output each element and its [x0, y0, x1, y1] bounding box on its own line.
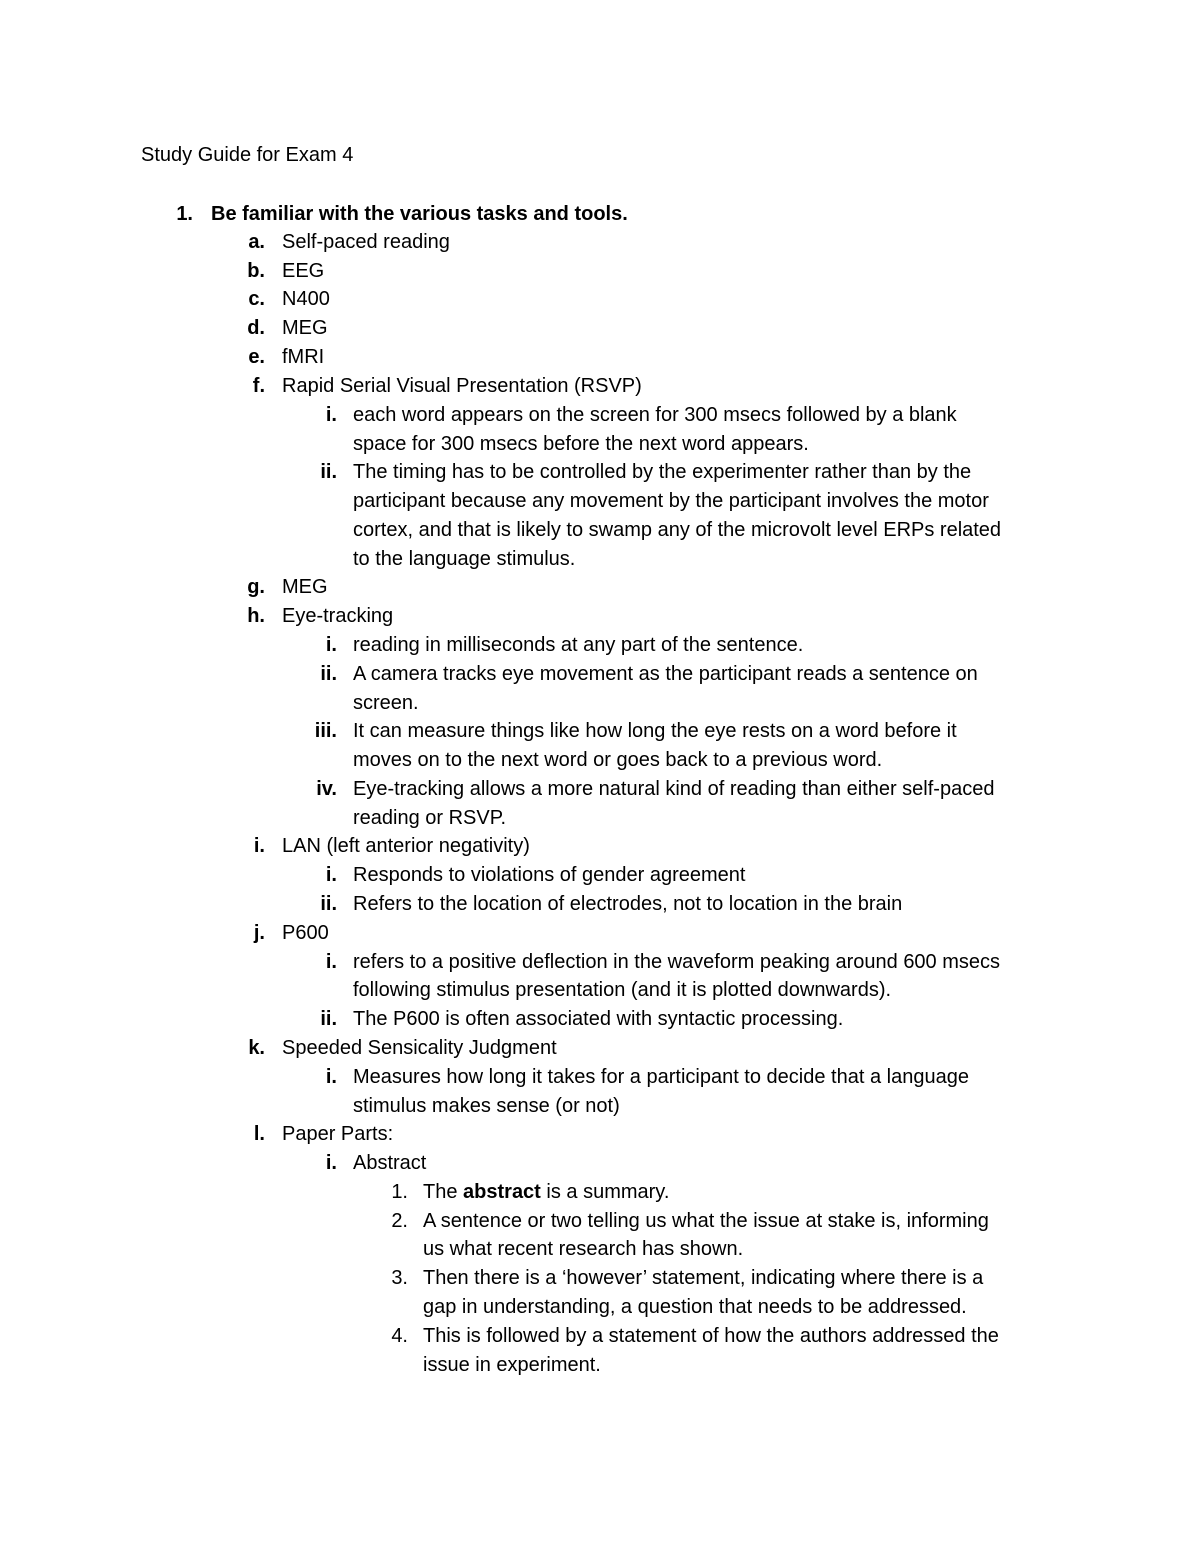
list-marker-i: i. — [253, 835, 265, 857]
list-item-j-i-line2: following stimulus presentation (and it is plotted downwards). — [353, 979, 892, 1001]
abstract-text-pre: The — [423, 1181, 464, 1203]
list-item-f-ii-line3: cortex, and that is likely to swamp any of the microvolt level ERPs related — [353, 519, 1002, 541]
list-item-j-ii-line1: The P600 is often associated with syntactic processing. — [353, 1008, 844, 1030]
list-marker-c: c. — [248, 288, 265, 310]
list-marker-h-ii: ii. — [320, 663, 337, 685]
list-item-h-i-line1: reading in milliseconds at any part of the sentence. — [353, 634, 804, 656]
list-item-h-iii-line1: It can measure things like how long the eye rests on a word before it — [353, 720, 957, 742]
list-item-f-ii-line4: to the language stimulus. — [353, 548, 576, 570]
list-item-l-i-3-line2: gap in understanding, a question that needs to be addressed. — [423, 1296, 967, 1318]
abstract-text-post: is a summary. — [540, 1181, 670, 1203]
list-marker-l: l. — [253, 1123, 265, 1145]
list-item-f-i-line1: each word appears on the screen for 300 msecs followed by a blank — [353, 404, 957, 426]
list-item-h: Eye-tracking — [282, 605, 394, 627]
list-item-h-iv-line1: Eye-tracking allows a more natural kind of reading than either self-paced — [353, 778, 995, 800]
list-item-k-i-line2: stimulus makes sense (or not) — [353, 1095, 620, 1117]
list-marker-i-i: i. — [325, 864, 337, 886]
document-title: Study Guide for Exam 4 — [141, 144, 354, 166]
list-item-c: N400 — [282, 288, 330, 310]
list-item-h-iii-line2: moves on to the next word or goes back to a previous word. — [353, 749, 883, 771]
list-item-f: Rapid Serial Visual Presentation (RSVP) — [282, 375, 642, 397]
list-marker-i-ii: ii. — [320, 893, 337, 915]
list-marker-k: k. — [248, 1037, 265, 1059]
list-marker-b: b. — [247, 260, 265, 282]
list-item-i: LAN (left anterior negativity) — [282, 835, 530, 857]
list-marker-f: f. — [252, 375, 265, 397]
list-marker-l-i-4: 4. — [391, 1325, 408, 1347]
list-item-f-ii-line2: participant because any movement by the participant involves the motor — [353, 490, 989, 512]
section-heading: Be familiar with the various tasks and tools. — [211, 203, 628, 225]
list-item-l-i-1 — [423, 1178, 669, 1206]
list-item-k-i-line1: Measures how long it takes for a participant to decide that a language — [353, 1066, 969, 1088]
list-marker-d: d. — [247, 317, 265, 339]
list-item-e: fMRI — [282, 346, 325, 368]
list-item-h-ii-line1: A camera tracks eye movement as the participant reads a sentence on — [353, 663, 978, 685]
list-marker-f-ii: ii. — [320, 461, 337, 483]
list-marker-j-ii: ii. — [320, 1008, 337, 1030]
list-item-d: MEG — [282, 317, 328, 339]
list-item-h-ii-line2: screen. — [353, 692, 419, 714]
list-item-l: Paper Parts: — [282, 1123, 394, 1145]
list-item-j: P600 — [282, 922, 329, 944]
list-item-l-i-4-line1: This is followed by a statement of how the authors addressed the — [423, 1325, 999, 1347]
list-item-l-i-2-line2: us what recent research has shown. — [423, 1238, 744, 1260]
list-item-h-iv-line2: reading or RSVP. — [353, 807, 507, 829]
list-marker-g: g. — [247, 576, 265, 598]
list-item-k: Speeded Sensicality Judgment — [282, 1037, 557, 1059]
list-item-l-i: Abstract — [353, 1152, 427, 1174]
list-item-f-i-line2: space for 300 msecs before the next word appears. — [353, 433, 809, 455]
list-marker-e: e. — [248, 346, 265, 368]
list-item-a: Self-paced reading — [282, 231, 450, 253]
list-item-i-i-line1: Responds to violations of gender agreement — [353, 864, 746, 886]
list-item-l-i-2-line1: A sentence or two telling us what the issue at stake is, informing — [423, 1210, 989, 1232]
list-marker-f-i: i. — [325, 404, 337, 426]
list-item-i-ii-line1: Refers to the location of electrodes, not to location in the brain — [353, 893, 903, 915]
list-marker-h: h. — [247, 605, 265, 627]
list-marker-l-i-3: 3. — [391, 1267, 408, 1289]
list-item-j-i-line1: refers to a positive deflection in the waveform peaking around 600 msecs — [353, 951, 1001, 973]
list-marker-h-iv: iv. — [316, 778, 337, 800]
list-item-l-i-4-line2: issue in experiment. — [423, 1354, 601, 1376]
abstract-term: abstract — [463, 1181, 541, 1203]
list-marker-l-i-2: 2. — [391, 1210, 408, 1232]
list-marker-h-iii: iii. — [314, 720, 337, 742]
list-marker-1: 1. — [176, 203, 193, 225]
list-marker-j: j. — [253, 922, 265, 944]
list-marker-j-i: i. — [325, 951, 337, 973]
list-marker-l-i-1: 1. — [391, 1181, 408, 1203]
list-item-g: MEG — [282, 576, 328, 598]
list-marker-k-i: i. — [325, 1066, 337, 1088]
list-item-b: EEG — [282, 260, 325, 282]
list-marker-h-i: i. — [325, 634, 337, 656]
list-marker-a: a. — [248, 231, 265, 253]
list-marker-l-i: i. — [325, 1152, 337, 1174]
list-item-l-i-3-line1: Then there is a ‘however’ statement, indicating where there is a — [423, 1267, 984, 1289]
list-item-f-ii-line1: The timing has to be controlled by the experimenter rather than by the — [353, 461, 972, 483]
